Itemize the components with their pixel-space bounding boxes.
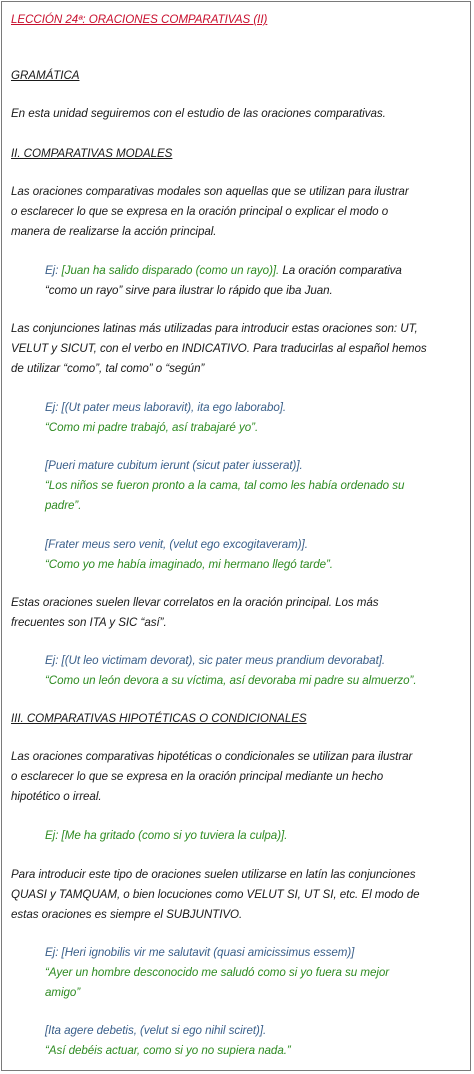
spanish-translation: “Así debéis actuar, como si yo no supiera nada.” [45, 1044, 291, 1057]
lesson-title: LECCIÓN 24ª: ORACIONES COMPARATIVAS (II) [11, 13, 268, 26]
example-frater [45, 535, 465, 575]
text-line: o esclarecer lo que se expresa en la oración principal o explicar el modo o [11, 205, 389, 218]
text-line: o esclarecer lo que se expresa en la oración principal mediante un hecho [11, 770, 384, 783]
spanish-translation: “Como mi padre trabajó, así trabajaré yo”. [45, 421, 259, 434]
text-line: QUASI y TAMQUAM, o bien locuciones como VELUT SI, UT SI, etc. El modo de [11, 888, 420, 901]
text-line: estas oraciones es siempre el SUBJUNTIVO. [11, 908, 243, 921]
example-ut-leo [45, 651, 465, 691]
latin-sentence: [Pueri mature cubitum ierunt (sicut pater iusserat)]. [45, 459, 303, 472]
spanish-translation: “Los niños se fueron pronto a la cama, tal como les había ordenado su [45, 479, 405, 492]
example-comment-line: “como un rayo” sirve para ilustrar lo rápido que iba Juan. [45, 284, 333, 297]
example-pueri [45, 456, 465, 516]
hipoteticas-definition [11, 747, 463, 807]
spanish-translation: padre”. [45, 499, 82, 512]
example-comment: La oración comparativa [279, 264, 402, 277]
text-line: frecuentes son ITA y SIC “así”. [11, 616, 167, 629]
example-ita-agere [45, 1021, 465, 1061]
text-line: Las oraciones comparativas modales son aquellas que se utilizan para ilustrar [11, 185, 409, 198]
text-line: Para introducir este tipo de oraciones suelen utilizarse en latín las conjunciones [11, 868, 416, 881]
latin-sentence: [Frater meus sero venit, (velut ego excogitaveram)]. [45, 538, 308, 551]
text-line: manera de realizarse la acción principal. [11, 225, 217, 238]
example-ut-pater [45, 398, 465, 438]
document-frame [1, 1, 471, 1071]
example-label: Ej: [45, 264, 62, 277]
heading-comparativas-modales: II. COMPARATIVAS MODALES [11, 147, 173, 160]
text-line: hipotético o irreal. [11, 790, 102, 803]
latin-sentence: Ej: [(Ut leo victimam devorat), sic pater meus prandium devorabat]. [45, 654, 386, 667]
introducir-paragraph [11, 865, 463, 925]
spanish-translation: “Como un león devora a su víctima, así devoraba mi padre su almuerzo”. [45, 674, 417, 687]
example-me-ha-gritado: Ej: [Me ha gritado (como si yo tuviera la culpa)]. [45, 829, 288, 842]
text-line: Las oraciones comparativas hipotéticas o condicionales se utilizan para ilustrar [11, 750, 413, 763]
example-quote: [Juan ha salido disparado (como un rayo)]. [61, 264, 280, 277]
text-line: Estas oraciones suelen llevar correlatos en la oración principal. Los más [11, 596, 379, 609]
spanish-translation: “Como yo me había imaginado, mi hermano llegó tarde”. [45, 558, 333, 571]
text-line: de utilizar “como”, tal como” o “según” [11, 362, 205, 375]
conjunciones-paragraph [11, 319, 463, 379]
heading-gramatica: GRAMÁTICA [11, 69, 80, 82]
intro-paragraph: En esta unidad seguiremos con el estudio de las oraciones comparativas. [11, 107, 386, 120]
text-line: Las conjunciones latinas más utilizadas para introducir estas oraciones son: UT, [11, 322, 418, 335]
text-line: VELUT y SICUT, con el verbo en INDICATIVO. Para traducirlas al español hemos [11, 342, 427, 355]
modales-definition [11, 182, 463, 242]
spanish-translation: amigo” [45, 986, 81, 999]
latin-sentence: Ej: [(Ut pater meus laboravit), ita ego laborabo]. [45, 401, 287, 414]
latin-sentence: [Ita agere debetis, (velut si ego nihil sciret)]. [45, 1024, 267, 1037]
example-heri [45, 943, 465, 1003]
latin-sentence: Ej: [Heri ignobilis vir me salutavit (quasi amicissimus essem)] [45, 946, 355, 959]
heading-comparativas-hipoteticas: III. COMPARATIVAS HIPOTÉTICAS O CONDICIONALES [11, 712, 307, 725]
example-juan [45, 261, 465, 301]
correlatos-paragraph [11, 593, 463, 633]
spanish-translation: “Ayer un hombre desconocido me saludó como si yo fuera su mejor [45, 966, 390, 979]
